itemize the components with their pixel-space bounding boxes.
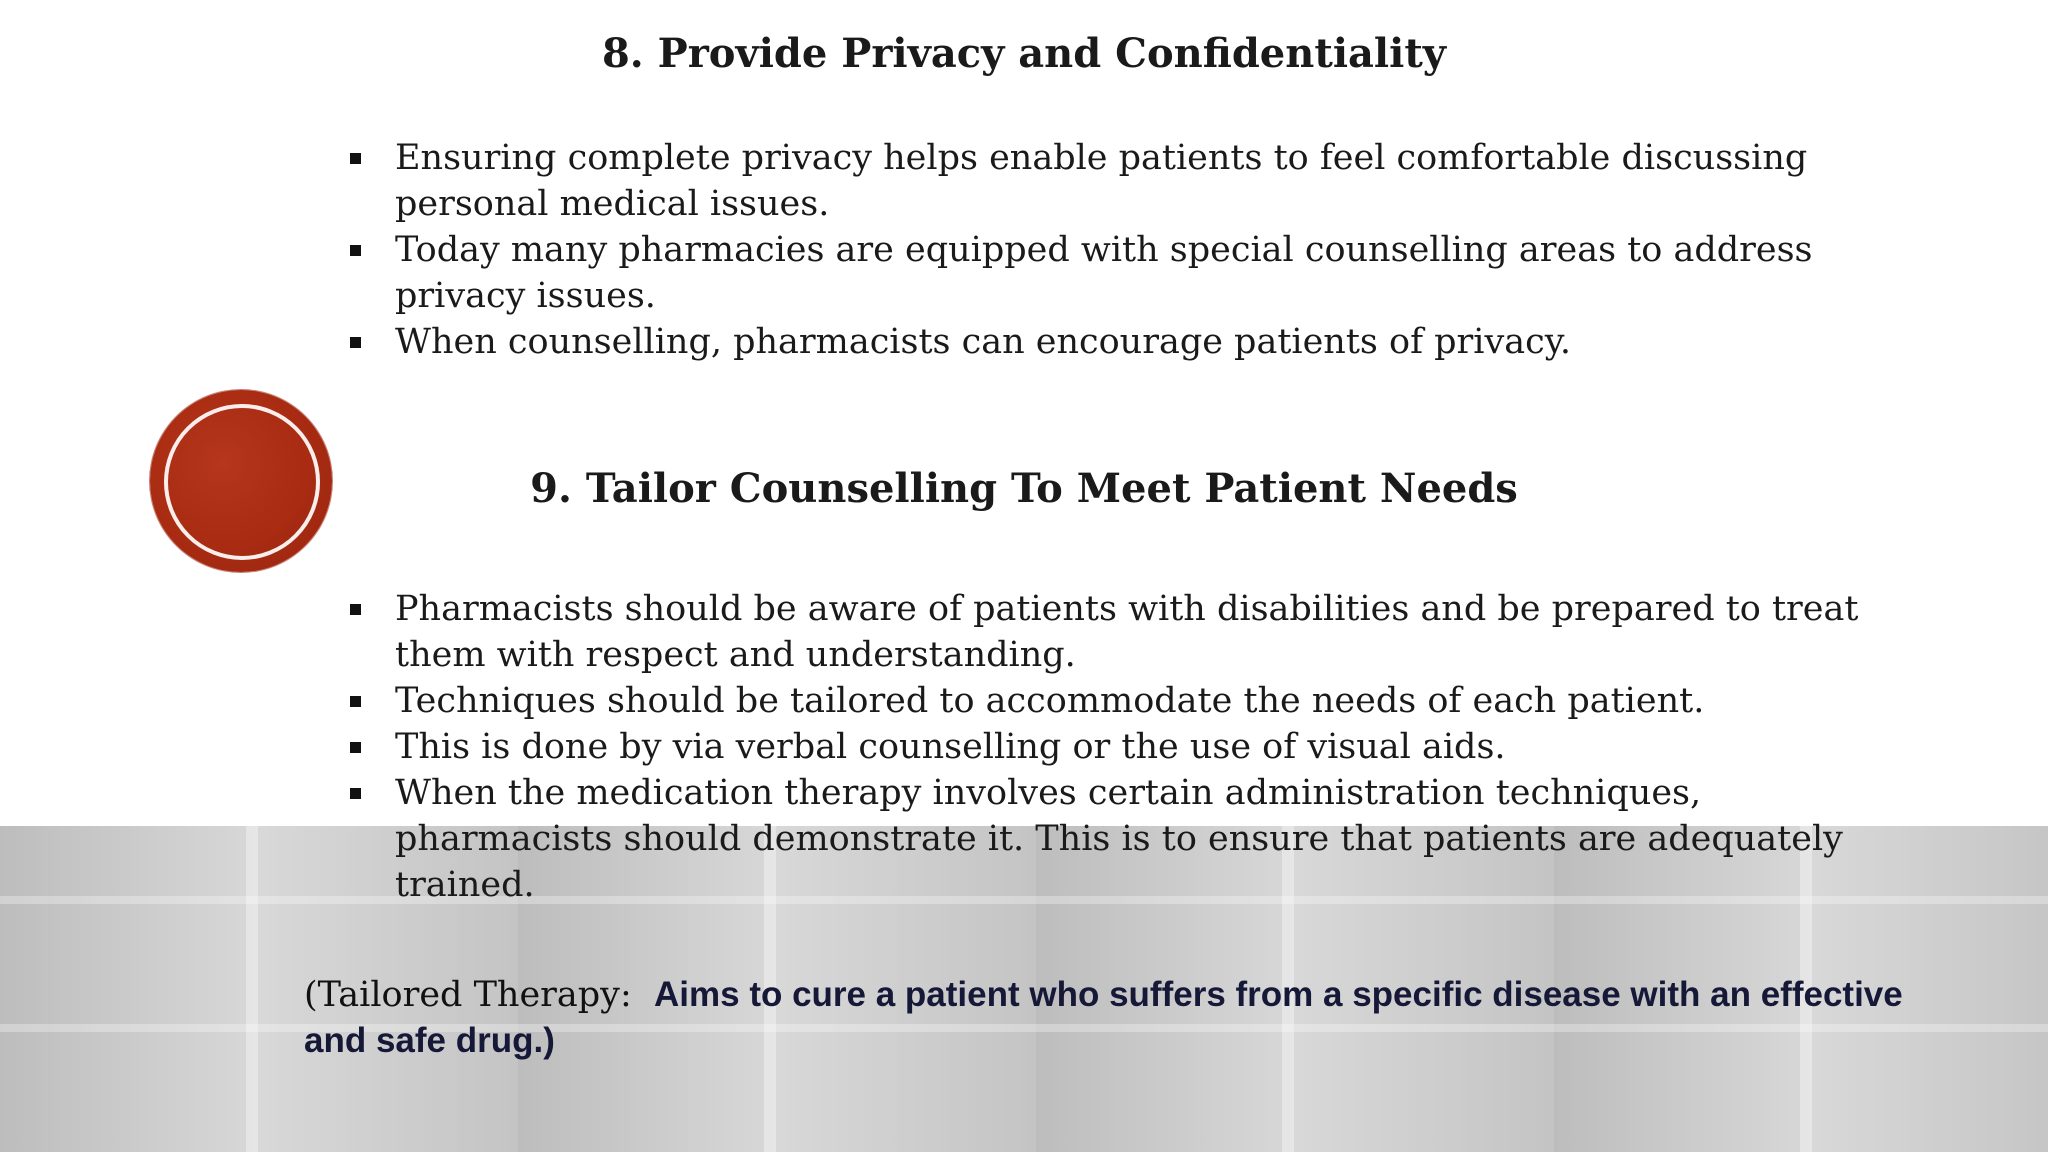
section-8-heading: 8. Provide Privacy and Confidentiality [601,30,1447,77]
tailored-therapy-note [304,972,1904,1064]
bullet-item: When counselling, pharmacists can encourage patients of privacy. [345,319,1885,365]
bullet-item: Pharmacists should be aware of patients with disabilities and be prepared to treat them with respect and understanding. [345,586,1885,678]
section-9-bullet-list [345,586,1885,908]
note-lead: (Tailored Therapy: [304,975,632,1015]
section-9-heading: 9. Tailor Counselling To Meet Patient Needs [530,465,1518,512]
section-8-bullet-list [345,135,1885,365]
bullet-item: This is done by via verbal counselling or the use of visual aids. [345,724,1885,770]
bullet-item: Techniques should be tailored to accommodate the needs of each patient. [345,678,1885,724]
note-body: Aims to cure a patient who suffers from a specific disease with an effective and safe drug.) [304,975,1903,1060]
bullet-item: When the medication therapy involves certain administration techniques, pharmacists should demonstrate it. This is to ensure that patients are adequately trained. [345,770,1885,908]
bullet-item: Today many pharmacies are equipped with special counselling areas to address privacy issues. [345,227,1885,319]
bullet-item: Ensuring complete privacy helps enable patients to feel comfortable discussing personal medical issues. [345,135,1885,227]
